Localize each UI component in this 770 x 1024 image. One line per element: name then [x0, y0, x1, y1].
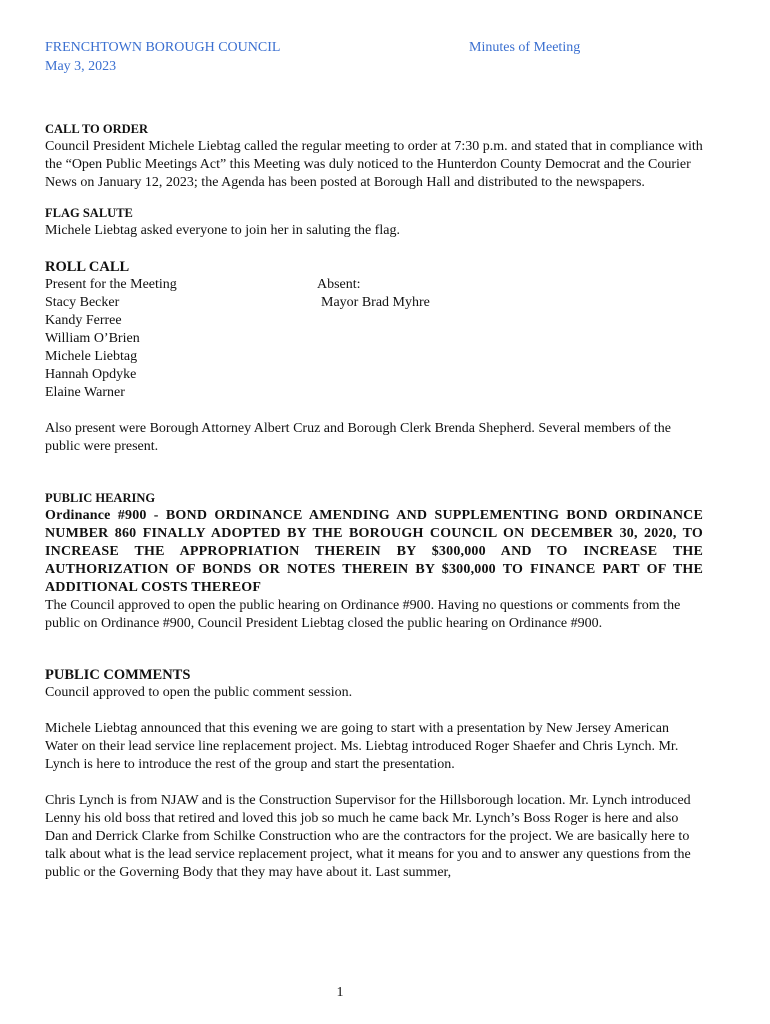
present-column: [45, 276, 317, 402]
present-member: Stacy Becker: [45, 295, 120, 310]
public-comments-heading: PUBLIC COMMENTS: [45, 667, 191, 683]
present-label: Present for the Meeting: [45, 277, 177, 292]
public-hearing-section: [45, 489, 703, 633]
page-number: 1: [336, 985, 344, 1000]
present-member: Elaine Warner: [45, 385, 125, 400]
present-member: Kandy Ferree: [45, 313, 122, 328]
flag-salute-section: [45, 204, 703, 240]
flag-salute-heading: FLAG SALUTE: [45, 206, 133, 220]
present-member: Michele Liebtag: [45, 349, 138, 364]
public-comments-paragraph: Michele Liebtag announced that this evening we are going to start with a presentation by New Jersey American Water on their lead service line replacement project. Ms. Liebtag introduced Roger Shaefer and Chris Lynch. Mr. Lynch is here to introduce the rest of the group and start the presentation.: [45, 721, 679, 772]
also-present-text: Also present were Borough Attorney Albert Cruz and Borough Clerk Brenda Shepherd. Several members of the public were present.: [45, 421, 671, 454]
absent-member: Mayor Brad Myhre: [321, 295, 430, 310]
council-name: FRENCHTOWN BOROUGH COUNCIL: [45, 40, 281, 55]
call-to-order-section: [45, 120, 703, 192]
present-member: William O’Brien: [45, 331, 140, 346]
flag-salute-text: Michele Liebtag asked everyone to join her in saluting the flag.: [45, 223, 400, 238]
public-comments-paragraph: Chris Lynch is from NJAW and is the Construction Supervisor for the Hillsborough location. Mr. Lynch introduced Lenny his old boss that retired and loved this job so much he came back Mr. Lynch’s Boss Roger is here and also Dan and Derrick Clarke from Schilke Construction who are the contractors for the project. We are basically here to talk about what is the lead service replacement project, what it means for you and to answer any questions from the public or the Governing Body that they may have about it. Last summer,: [45, 793, 691, 880]
absent-label: Absent:: [317, 277, 361, 292]
roll-call-table: [45, 276, 703, 402]
document-header-left: [45, 38, 280, 76]
document-type: Minutes of Meeting: [469, 40, 581, 55]
ordinance-title: Ordinance #900 - BOND ORDINANCE AMENDING AND SUPPLEMENTING BOND ORDINANCE NUMBER 860 FINALLY ADOPTED BY THE BOROUGH COUNCIL ON DECEMBER 30, 2020, TO INCREASE THE APPROPRIATION THEREIN BY $300,000 AND TO INCREASE THE AUTHORIZATION OF BONDS OR NOTES THEREIN BY $300,000 TO FINANCE PART OF THE ADDITIONAL COSTS THEREOF: [45, 508, 703, 595]
public-comments-paragraph: Council approved to open the public comment session.: [45, 685, 353, 700]
public-hearing-text: The Council approved to open the public hearing on Ordinance #900. Having no questions or comments from the public on Ordinance #900, Council President Liebtag closed the public hearing on Ordinance #900.: [45, 598, 681, 631]
present-member: Hannah Opdyke: [45, 367, 137, 382]
call-to-order-heading: CALL TO ORDER: [45, 122, 149, 136]
public-hearing-heading: PUBLIC HEARING: [45, 491, 156, 505]
roll-call-heading: ROLL CALL: [45, 259, 130, 275]
document-body: [45, 120, 703, 882]
roll-call-section: [45, 258, 703, 456]
absent-column: [317, 276, 430, 402]
meeting-date: May 3, 2023: [45, 59, 117, 74]
call-to-order-text: Council President Michele Liebtag called the regular meeting to order at 7:30 p.m. and stated that in compliance with the “Open Public Meetings Act” this Meeting was duly noticed to the Hunterdon County Democrat and the Courier News on January 12, 2023; the Agenda has been posted at Borough Hall and distributed to the newspapers.: [45, 139, 703, 190]
public-comments-section: [45, 666, 703, 882]
